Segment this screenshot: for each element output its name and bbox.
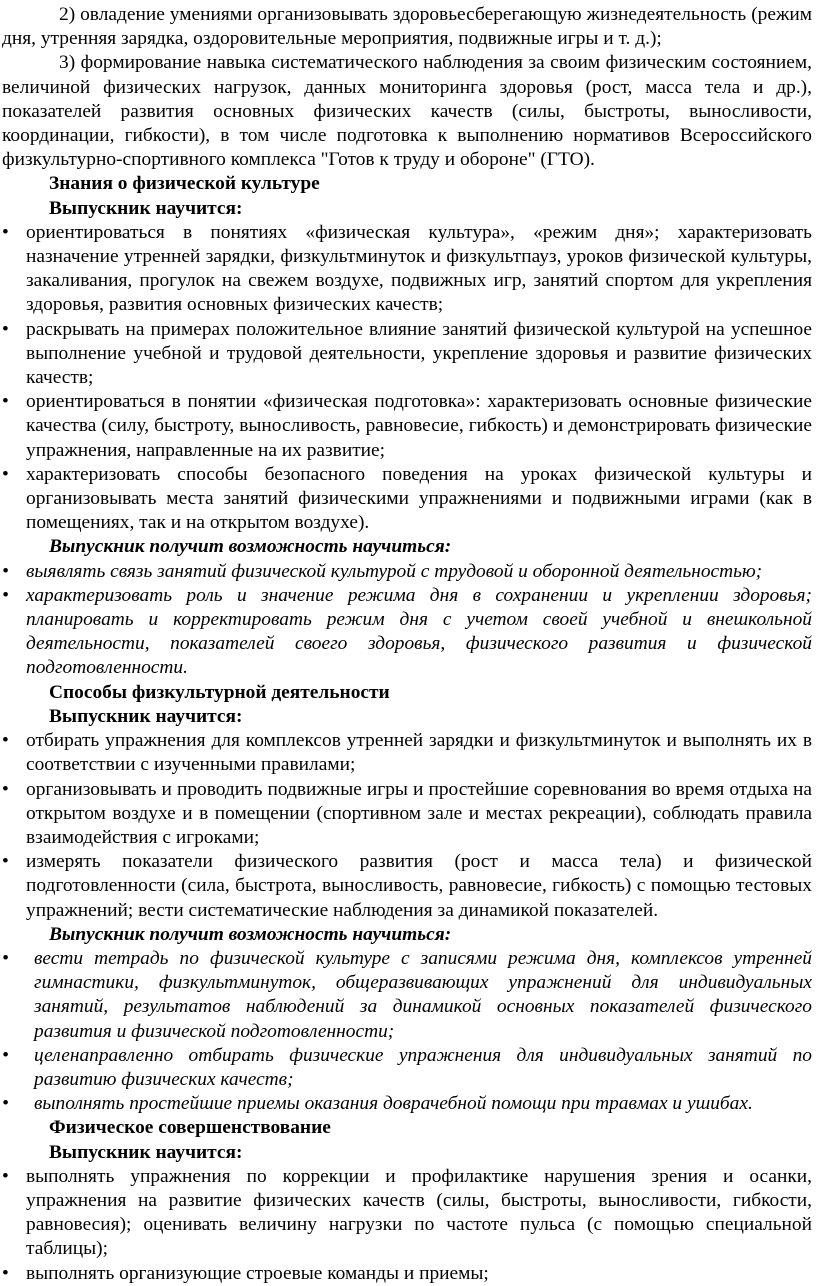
list-item: • характеризовать способы безопасного поведения на уроках физической культуры и организовывать места занятий физическими упражнениями и подвижными играми (как в помещениях, так и на открытом воздухе). <box>2 463 812 534</box>
list-item: • вести тетрадь по физической культуре с записями режима дня, комплексов утренней гимнастики, физкультминуток, общеразвивающих упражнений для индивидуальных занятий, результатов наблюдений за динамикой основных показателей физического развития и физической подготовленности; <box>2 947 812 1042</box>
bullet-icon: • <box>2 318 9 340</box>
bullet-icon: • <box>2 221 9 243</box>
bullet-icon: • <box>2 730 9 752</box>
opportunity-list <box>2 560 812 681</box>
learns-heading: Выпускник научится: <box>49 1141 243 1163</box>
learns-heading: Выпускник научится: <box>49 705 243 727</box>
section-title-improvement: Физическое совершенствование <box>49 1117 331 1139</box>
list-item: • выполнять простейшие приемы оказания доврачебной помощи при травмах и ушибах. <box>2 1092 812 1116</box>
intro-paragraph-2: 2) овладение умениями организовывать здоровьесберегающую жизнедеятельность (режим дня, утренняя зарядка, оздоровительные мероприятия, подвижные игры и т. д.); <box>2 4 812 50</box>
bullet-icon: • <box>2 584 9 606</box>
learns-list <box>2 729 812 923</box>
opportunity-list <box>2 947 812 1116</box>
bullet-icon: • <box>2 1165 9 1187</box>
list-item: • ориентироваться в понятии «физическая подготовка»: характеризовать основные физические качества (силу, быстроту, выносливость, равновесие, гибкость) и демонстрировать физические упражнения, направленные на их развитие; <box>2 391 812 461</box>
list-item: • выполнять организующие строевые команды и приемы; <box>2 1262 812 1286</box>
learns-list <box>2 221 812 536</box>
list-item: • выполнять упражнения по коррекции и профилактике нарушения зрения и осанки, упражнения на развитие физических качеств (силы, быстроты, выносливости, гибкости, равновесия); оценивать величину нагрузки по частоте пульса (с помощью специальной таблицы); <box>2 1165 812 1260</box>
learns-list <box>2 1165 812 1286</box>
bullet-icon: • <box>2 947 9 969</box>
bullet-icon: • <box>2 1093 9 1115</box>
bullet-icon: • <box>2 778 9 800</box>
list-item: • организовывать и проводить подвижные игры и простейшие соревнования во время отдыха на открытом воздухе и в помещении (спортивном зале и местах рекреации), соблюдать правила взаимодействия с игроками; <box>2 778 812 848</box>
bullet-icon: • <box>2 391 9 413</box>
list-item: • характеризовать роль и значение режима дня в сохранении и укреплении здоровья; планировать и корректировать режим дня с учетом своей учебной и внешкольной деятельности, показателей своего здоровья, физического развития и физической подготовленности. <box>2 584 812 679</box>
list-item: • измерять показатели физического развития (рост и масса тела) и физической подготовленности (сила, быстрота, выносливость, равновесие, гибкость) с помощью тестовых упражнений; вести систематические наблюдения за динамикой показателей. <box>2 851 812 921</box>
opportunity-heading: Выпускник получит возможность научиться: <box>49 536 452 558</box>
intro-paragraph-3: 3) формирование навыка систематического наблюдения за своим физическим состоянием, величиной физических нагрузок, данных мониторинга здоровья (рост, масса тела и др.), показателей развития основных физических качеств (силы, быстроты, выносливости, координации, гибкости), в том числе подготовка к выполнению нормативов Всероссийского физкультурно-спортивного комплекса "Готов к труду и обороне" (ГТО). <box>2 52 812 171</box>
bullet-icon: • <box>2 1044 9 1066</box>
section-title-knowledge: Знания о физической культуре <box>49 173 320 195</box>
section-title-methods: Способы физкультурной деятельности <box>49 681 390 703</box>
list-item: • раскрывать на примерах положительное влияние занятий физической культурой на успешное выполнение учебной и трудовой деятельности, укрепление здоровья и развитие физических качеств; <box>2 318 812 389</box>
list-item: • выявлять связь занятий физической культурой с трудовой и оборонной деятельностью; <box>2 560 812 584</box>
list-item: • ориентироваться в понятиях «физическая культура», «режим дня»; характеризовать назначение утренней зарядки, физкультминуток и физкультпауз, уроков физической культуры, закаливания, прогулок на свежем воздухе, подвижных игр, занятий спортом для укрепления здоровья, развития основных физических качеств; <box>2 221 812 316</box>
bullet-icon: • <box>2 560 9 582</box>
bullet-icon: • <box>2 463 9 485</box>
bullet-icon: • <box>2 851 9 873</box>
bullet-icon: • <box>2 1262 9 1284</box>
learns-heading: Выпускник научится: <box>49 197 243 219</box>
list-item: • целенаправленно отбирать физические упражнения для индивидуальных занятий по развитию физических качеств; <box>2 1044 812 1090</box>
list-item: • отбирать упражнения для комплексов утренней зарядки и физкультминуток и выполнять их в соответствии с изученными правилами; <box>2 730 812 776</box>
opportunity-heading: Выпускник получит возможность научиться: <box>49 923 452 945</box>
